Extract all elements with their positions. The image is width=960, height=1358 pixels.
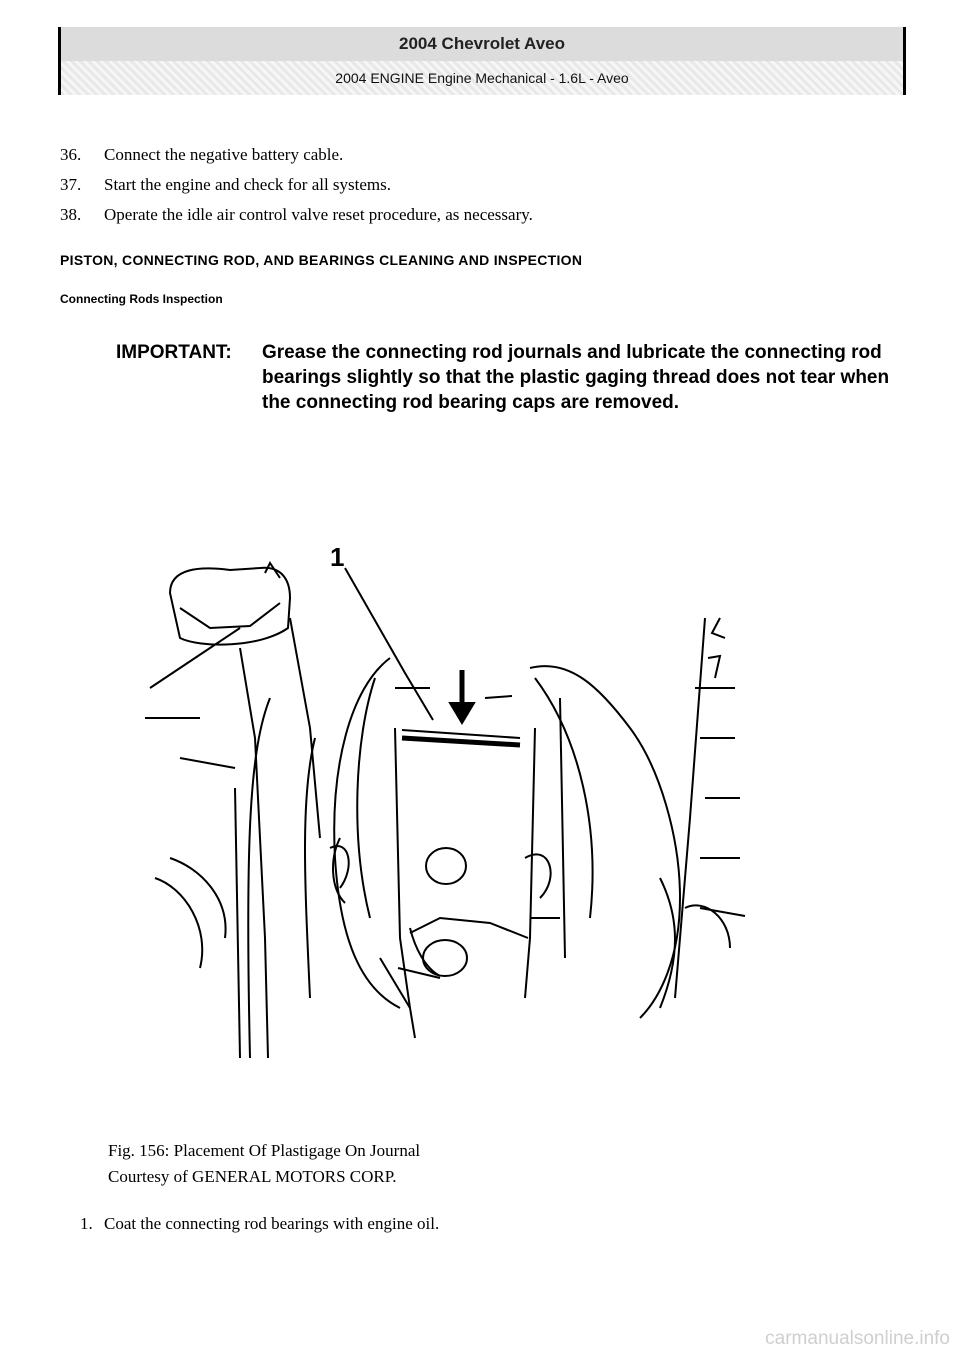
figure-caption [108, 1138, 420, 1190]
list-item [60, 170, 533, 200]
step-number: 37. [60, 175, 82, 194]
subsection-heading: Connecting Rods Inspection [60, 292, 223, 306]
important-text: Grease the connecting rod journals and lubricate the connecting rod bearings slightly so that the plastic gaging thread does not tear when the connecting rod bearing caps are removed. [262, 342, 890, 413]
page-header [58, 27, 906, 95]
step-text: Connect the negative battery cable. [104, 145, 344, 164]
plastigage-figure [140, 538, 760, 1058]
figure-caption-title: Fig. 156: Placement Of Plastigage On Journal [108, 1141, 421, 1160]
step-number: 1. [80, 1214, 93, 1233]
important-note [116, 340, 906, 415]
header-subtitle: 2004 ENGINE Engine Mechanical - 1.6L - Aveo [61, 61, 903, 95]
list-item [80, 1214, 439, 1234]
procedure-steps [60, 140, 533, 230]
step-text: Start the engine and check for all systems. [104, 175, 392, 194]
step-number: 38. [60, 205, 82, 224]
step-text: Coat the connecting rod bearings with engine oil. [104, 1214, 440, 1233]
header-title: 2004 Chevrolet Aveo [61, 27, 903, 61]
section-heading: PISTON, CONNECTING ROD, AND BEARINGS CLEANING AND INSPECTION [60, 252, 583, 268]
watermark: carmanualsonline.info [765, 1328, 950, 1349]
step-number: 36. [60, 145, 82, 164]
figure-callout-1: 1 [330, 542, 345, 572]
list-item [60, 140, 533, 170]
important-label: IMPORTANT: [116, 342, 232, 363]
step-text: Operate the idle air control valve reset procedure, as necessary. [104, 205, 533, 224]
list-item [60, 200, 533, 230]
figure-caption-credit: Courtesy of GENERAL MOTORS CORP. [108, 1167, 397, 1186]
